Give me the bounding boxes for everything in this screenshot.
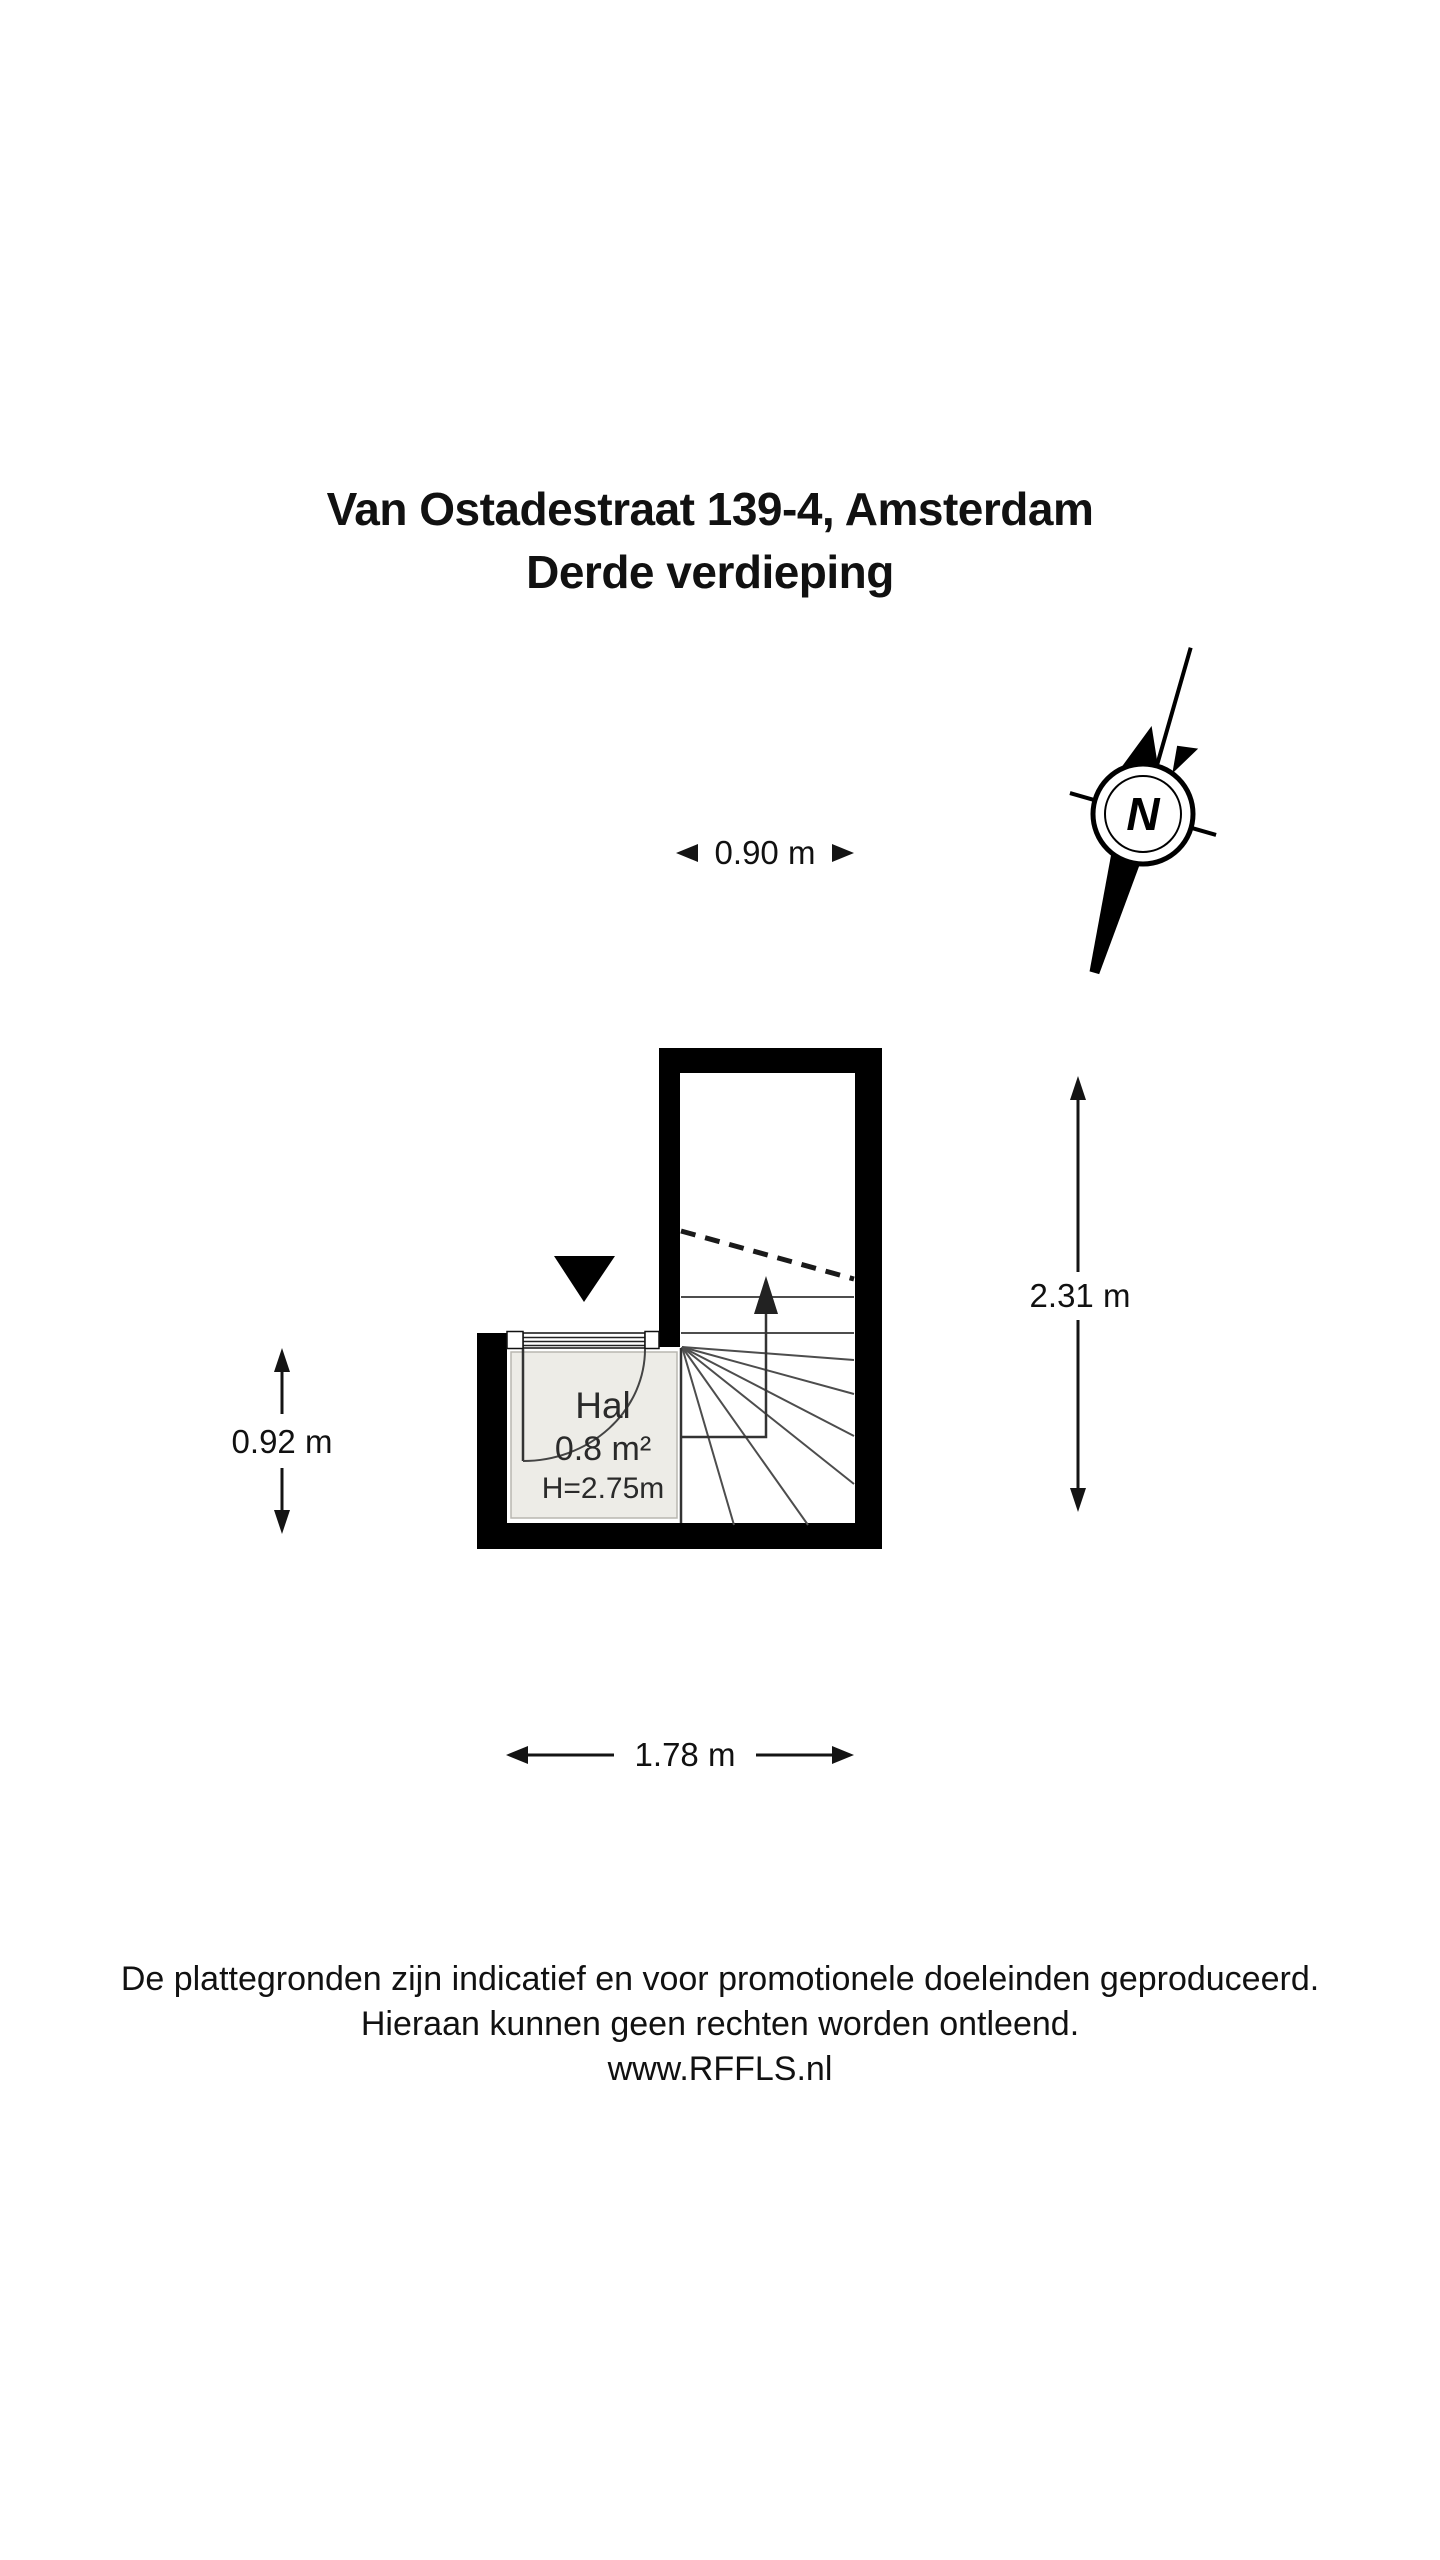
room-label-area: 0.8 m² bbox=[554, 1430, 652, 1468]
staircase bbox=[681, 1231, 854, 1525]
entrance-arrow-icon bbox=[554, 1256, 615, 1302]
wall-stair-left bbox=[659, 1048, 680, 1347]
stair-headroom-dashed-line bbox=[681, 1231, 854, 1279]
right-arrow-icon bbox=[832, 1746, 854, 1764]
down-arrow-icon bbox=[274, 1510, 290, 1534]
up-arrow-icon bbox=[274, 1348, 290, 1372]
wall-top bbox=[659, 1048, 882, 1073]
dimension-total-width-label: 1.78 m bbox=[634, 1736, 736, 1773]
wall-bottom bbox=[477, 1523, 882, 1549]
disclaimer-line-2: Hieraan kunnen geen rechten worden ontleend. bbox=[360, 2005, 1080, 2043]
title-line-1: Van Ostadestraat 139-4, Amsterdam bbox=[326, 483, 1094, 535]
dimension-hall-depth bbox=[232, 1348, 333, 1534]
title-line-2: Derde verdieping bbox=[526, 546, 894, 598]
left-arrow-icon bbox=[676, 844, 698, 862]
left-arrow-icon bbox=[506, 1746, 528, 1764]
room-label-name: Hal bbox=[575, 1385, 631, 1426]
door-post-left bbox=[507, 1332, 523, 1349]
dimension-total-width bbox=[506, 1736, 854, 1773]
floorplan-drawing bbox=[180, 630, 1280, 1790]
dimension-upper-width bbox=[676, 834, 854, 871]
dimension-hall-depth-label: 0.92 m bbox=[231, 1423, 333, 1460]
dimension-right-depth bbox=[1030, 1076, 1131, 1512]
up-arrow-icon bbox=[1070, 1076, 1086, 1100]
disclaimer-line-3: www.RFFLS.nl bbox=[607, 2050, 833, 2088]
compass bbox=[1024, 630, 1264, 995]
dimension-upper-width-label: 0.90 m bbox=[714, 834, 816, 871]
wall-hall-left bbox=[477, 1333, 507, 1523]
down-arrow-icon bbox=[1070, 1488, 1086, 1512]
right-arrow-icon bbox=[832, 844, 854, 862]
room-label-height: H=2.75m bbox=[541, 1472, 665, 1505]
door-post-right bbox=[645, 1332, 659, 1349]
wall-right bbox=[855, 1048, 882, 1549]
disclaimer-line-1: De plattegronden zijn indicatief en voor promotionele doeleinden geproduceerd. bbox=[120, 1960, 1320, 1998]
stair-direction-arrow-icon bbox=[754, 1276, 778, 1314]
dimension-right-depth-label: 2.31 m bbox=[1029, 1277, 1131, 1314]
page-title bbox=[0, 478, 1420, 604]
stair-winder-line bbox=[682, 1347, 854, 1484]
disclaimer bbox=[0, 1957, 1440, 2092]
stair-winder-line bbox=[682, 1347, 854, 1436]
compass-north-label: N bbox=[1126, 788, 1160, 840]
